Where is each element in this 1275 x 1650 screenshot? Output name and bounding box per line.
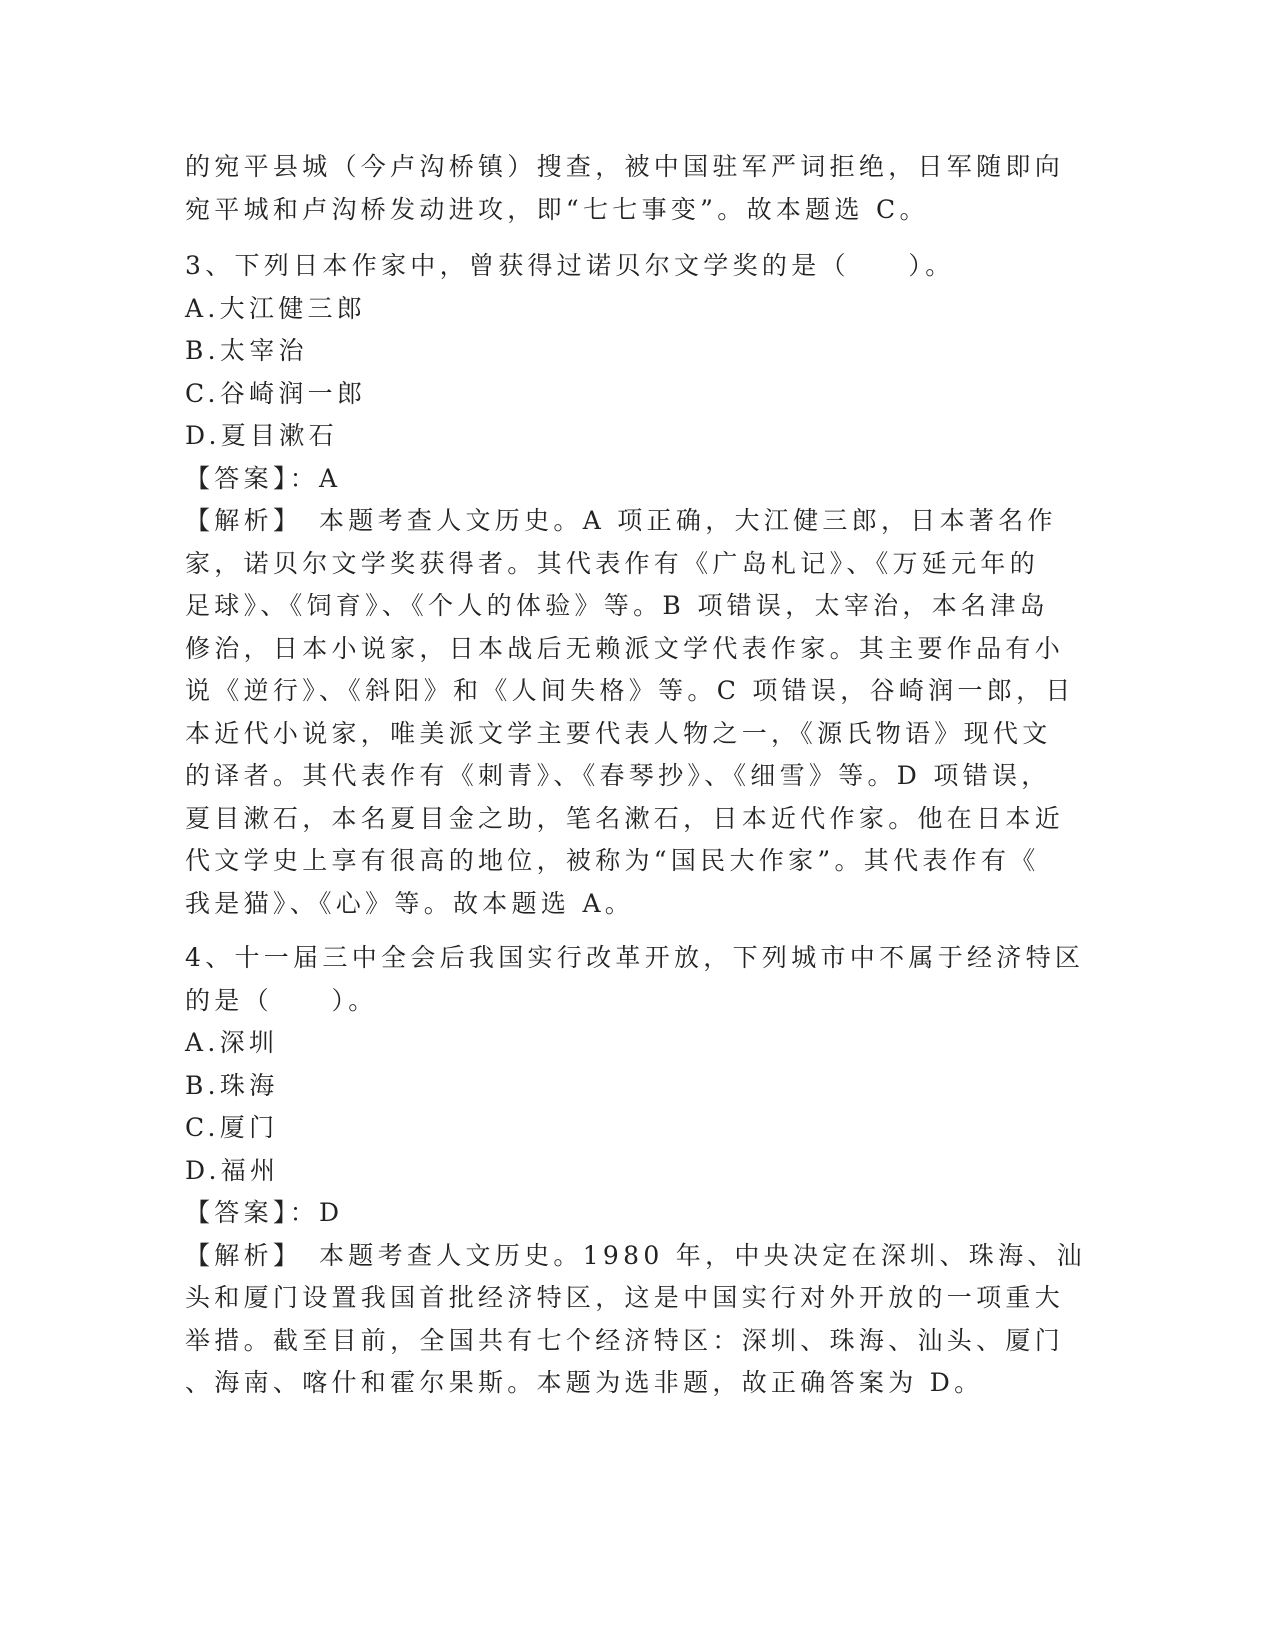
- analysis-line: 我是猫》、《心》等。故本题选 A。: [185, 888, 635, 918]
- analysis-block: [185, 500, 1075, 925]
- option-d: D.夏目漱石: [185, 421, 338, 450]
- analysis-line: 举措。截至目前，全国共有七个经济特区：深圳、珠海、汕头、厦门: [185, 1325, 1065, 1355]
- answer-line: 【答案】：A: [185, 463, 342, 493]
- analysis-line: 本近代小说家，唯美派文学主要代表人物之一，《源氏物语》现代文: [185, 718, 1052, 748]
- option-c: C.厦门: [185, 1113, 279, 1142]
- option-a: A.深圳: [185, 1028, 279, 1057]
- analysis-line: 足球》、《饲育》、《个人的体验》等。B 项错误，太宰治，本名津岛: [185, 591, 1049, 620]
- option-b: B.珠海: [185, 1070, 279, 1100]
- analysis-block: [185, 1235, 1086, 1405]
- analysis-line: 家，诺贝尔文学奖获得者。其代表作有《广岛札记》、《万延元年的: [185, 548, 1040, 578]
- text-line: 的宛平县城（今卢沟桥镇）搜查，被中国驻军严词拒绝，日军随即向: [185, 152, 1065, 181]
- question-3: [185, 245, 1075, 925]
- question-text: 3、下列日本作家中，曾获得过诺贝尔文学奖的是（ ）。: [185, 251, 955, 280]
- analysis-line: 的译者。其代表作有《刺青》、《春琴抄》、《细雪》等。D 项错误，: [185, 761, 1051, 790]
- option-a: A.大江健三郎: [185, 293, 367, 323]
- question-text: 4、十一届三中全会后我国实行改革开放，下列城市中不属于经济特区: [185, 943, 1085, 972]
- analysis-line: 代文学史上享有很高的地位，被称为“国民大作家”。其代表作有《: [185, 846, 1040, 875]
- analysis-line: 【解析】 本题考查人文历史。A 项正确，大江健三郎，日本著名作: [185, 506, 1057, 535]
- analysis-line: 、海南、喀什和霍尔果斯。本题为选非题，故正确答案为 D。: [185, 1368, 984, 1397]
- analysis-line: 说《逆行》、《斜阳》和《人间失格》等。C 项错误，谷崎润一郎，日: [185, 676, 1075, 705]
- page-content: [185, 146, 1086, 1405]
- option-d: D.福州: [185, 1155, 280, 1185]
- question-text: 的是（ ）。: [185, 985, 378, 1015]
- question-2-explanation-tail: [185, 146, 1065, 231]
- analysis-line: 【解析】 本题考查人文历史。1980 年，中央决定在深圳、珠海、汕: [185, 1240, 1086, 1270]
- analysis-line: 头和厦门设置我国首批经济特区，这是中国实行对外开放的一项重大: [185, 1283, 1065, 1312]
- analysis-line: 修治，日本小说家，日本战后无赖派文学代表作家。其主要作品有小: [185, 633, 1065, 663]
- analysis-line: 夏目漱石，本名夏目金之助，笔名漱石，日本近代作家。他在日本近: [185, 803, 1065, 833]
- option-c: C.谷崎润一郎: [185, 378, 367, 408]
- answer-line: 【答案】：D: [185, 1198, 344, 1227]
- question-4: [185, 937, 1086, 1405]
- option-b: B.太宰治: [185, 336, 308, 365]
- text-line: 宛平城和卢沟桥发动进攻，即“七七事变”。故本题选 C。: [185, 194, 929, 224]
